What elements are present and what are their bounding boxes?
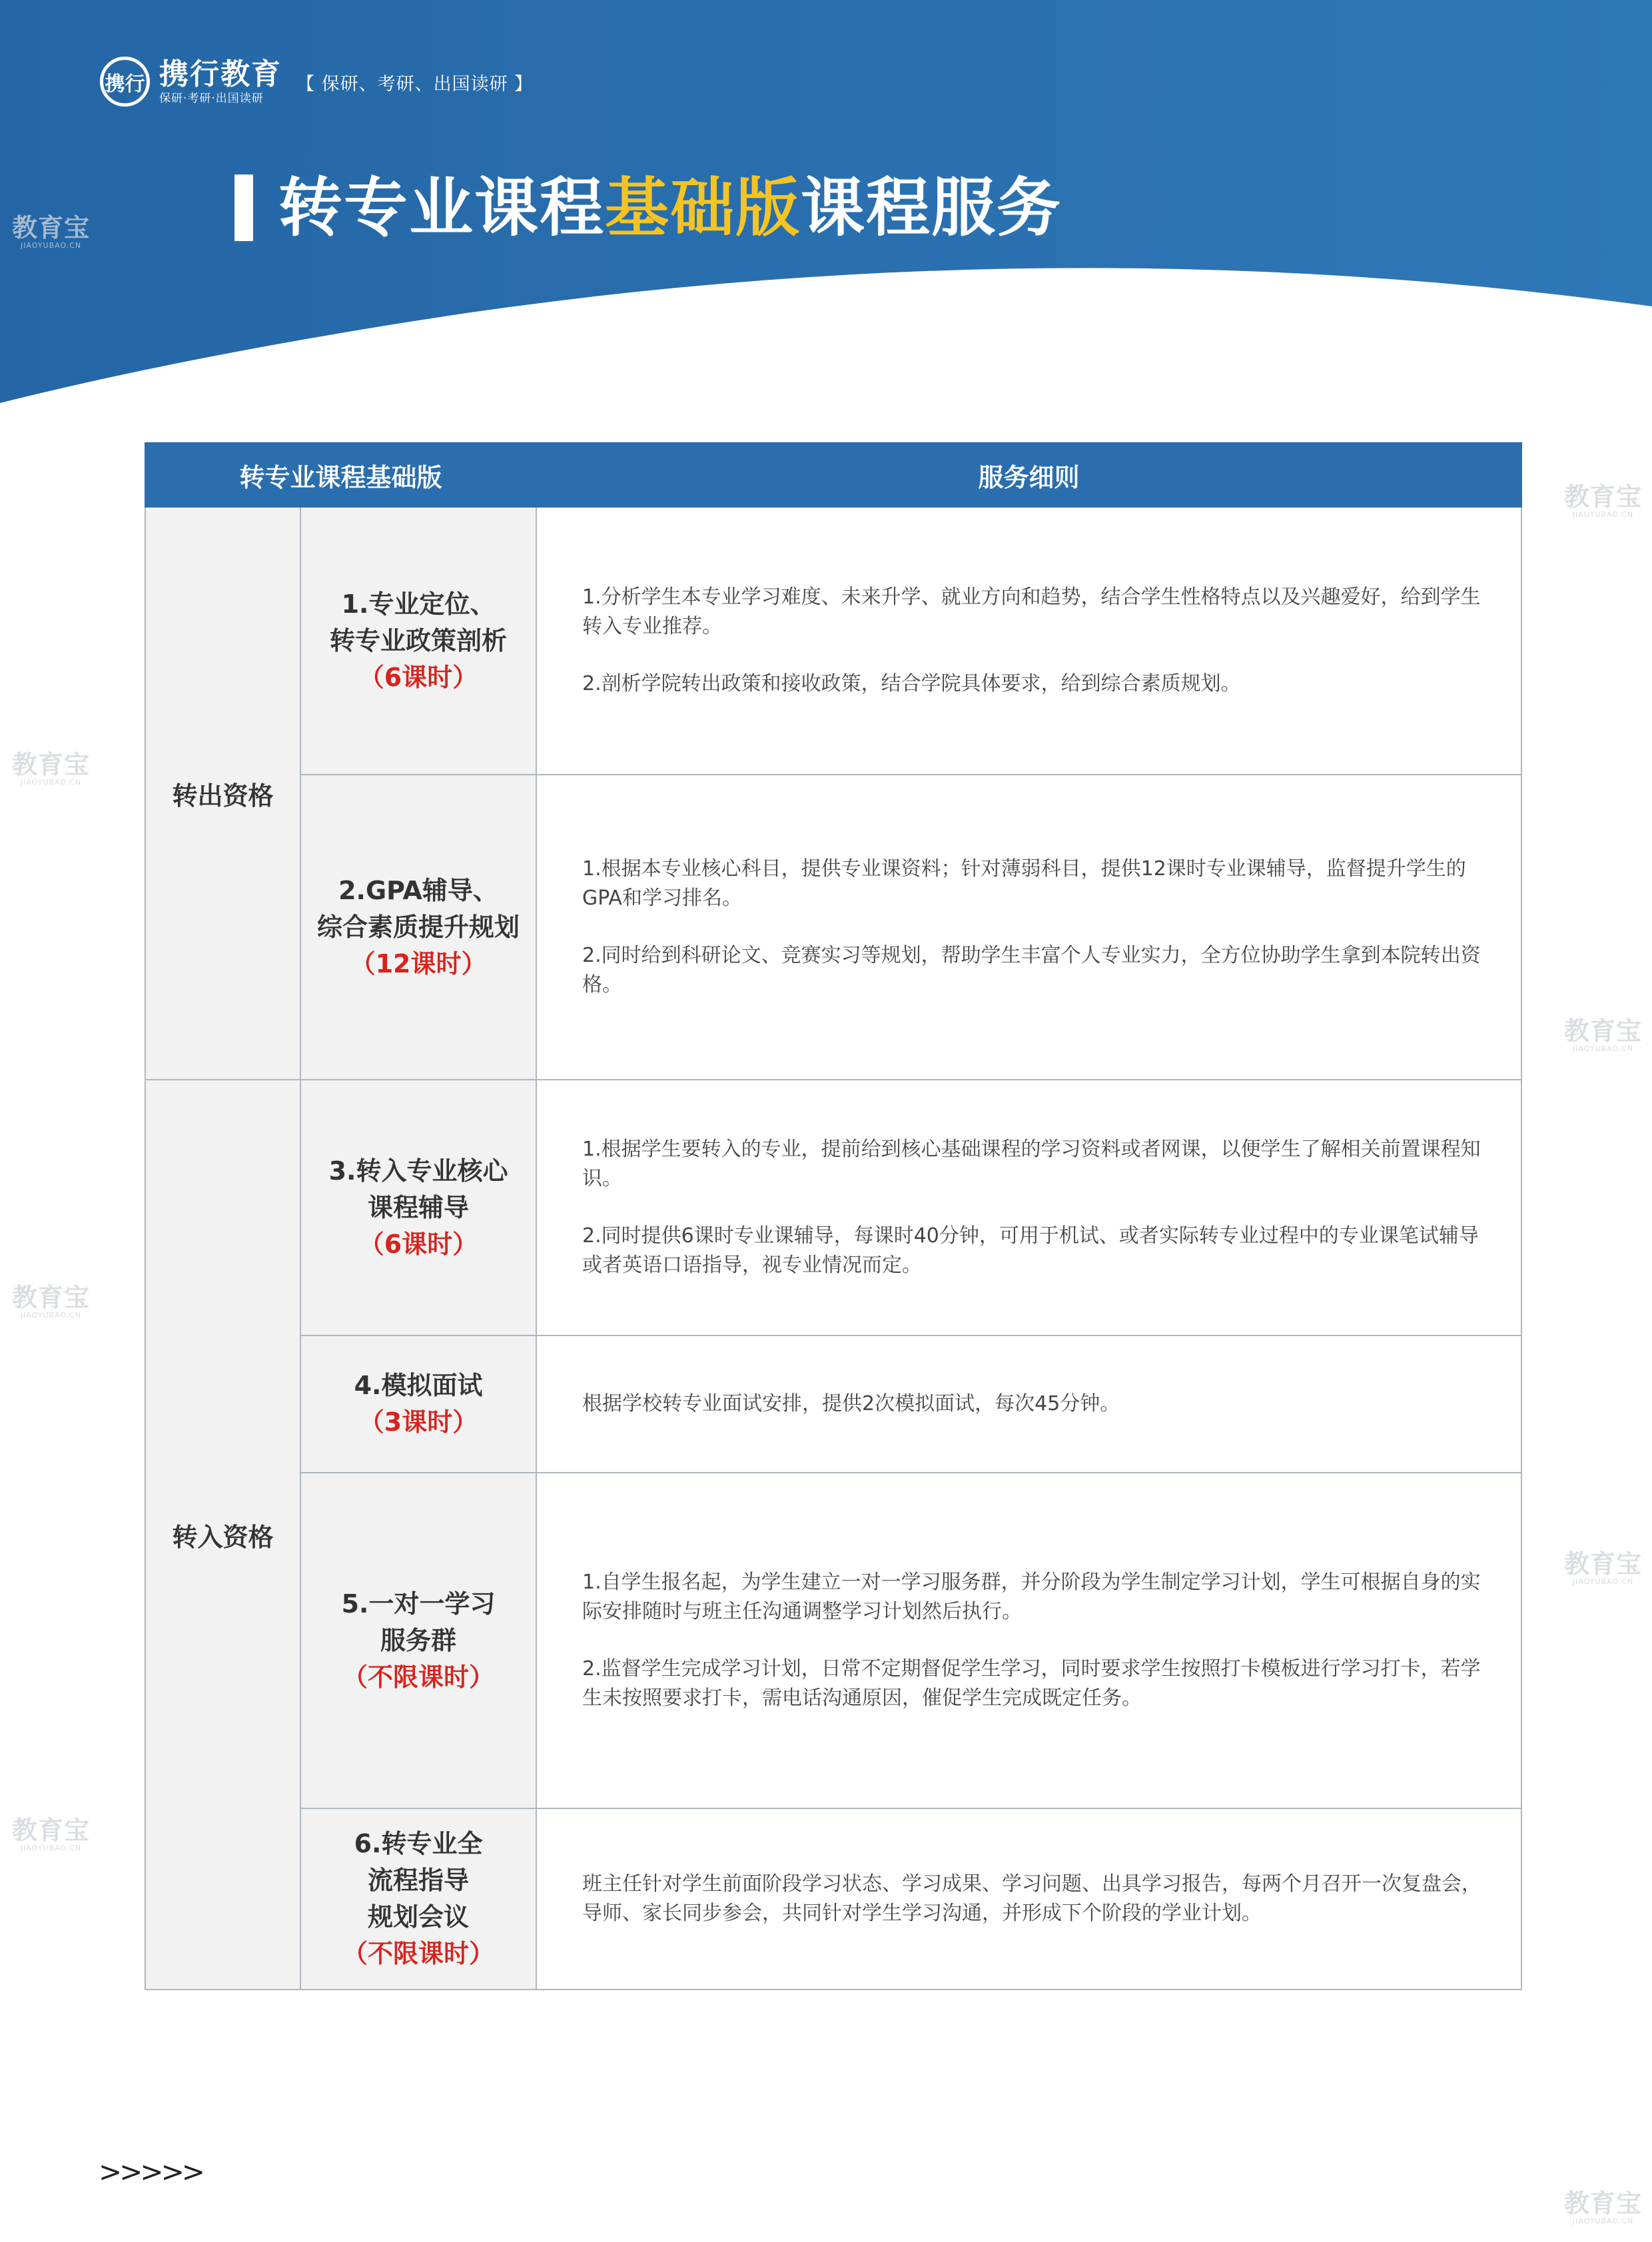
item-title (300, 507, 536, 775)
watermark (12, 751, 90, 787)
watermark-text: 教育宝 (1564, 482, 1643, 512)
logo-name: 携行教育 (159, 57, 282, 91)
watermark-text: 教育宝 (12, 1816, 91, 1845)
watermark (1564, 1551, 1642, 1587)
description-paragraph: 2.监督学生完成学习计划，日常不定期督促学生学习，同时要求学生按照打卡模板进行学习打卡，若学生未按照要求打卡，需电话沟通原因，催促学生完成既定任务。 (582, 1657, 1481, 1710)
item-title (300, 775, 536, 1080)
watermark-subtext: JIAOYUBAO.CN (20, 1844, 82, 1852)
item-hours: （3课时） (358, 1407, 478, 1437)
watermark (1564, 1018, 1642, 1054)
item-title-line: 6.转专业全 (354, 1829, 483, 1858)
item-title-line: 流程指导 (368, 1866, 470, 1895)
watermark (1564, 484, 1642, 520)
watermark-text: 教育宝 (12, 750, 91, 779)
title-highlight: 基础版 (605, 171, 801, 245)
watermark (12, 1817, 90, 1853)
watermark-text: 教育宝 (1564, 1016, 1643, 1046)
watermark-text: 教育宝 (1564, 1549, 1643, 1579)
watermark-subtext: JIAOYUBAO.CN (1572, 2217, 1634, 2225)
description-paragraph: 2.同时提供6课时专业课辅导，每课时40分钟，可用于机试、或者实际转专业过程中的专业课笔试辅导或者英语口语指导，视专业情况而定。 (582, 1224, 1479, 1277)
item-title-line: 转专业政策剖析 (330, 625, 508, 655)
category-transfer-in: 转入资格 (145, 1080, 300, 1990)
item-description (536, 1473, 1521, 1808)
table-row (145, 1080, 1521, 1335)
watermark-subtext: JIAOYUBAO.CN (1572, 1044, 1634, 1053)
logo-emblem-icon (100, 57, 150, 107)
item-hours: （不限课时） (342, 1662, 495, 1692)
item-title (300, 1335, 536, 1473)
description-paragraph: 2.剖析学院转出政策和接收政策，结合学院具体要求，给到综合素质规划。 (582, 672, 1241, 695)
item-title-line: 3.转入专业核心 (328, 1156, 508, 1186)
item-hours: （不限课时） (342, 1939, 495, 1968)
column-header-course: 转专业课程基础版 (145, 443, 536, 507)
item-description (536, 1335, 1521, 1473)
watermark-subtext: JIAOYUBAO.CN (1572, 1577, 1634, 1586)
item-description (536, 507, 1521, 775)
title-part-1: 转专业课程 (278, 171, 605, 245)
watermark-subtext: JIAOYUBAO.CN (1572, 510, 1634, 519)
logo-mark-text: 携行 (105, 72, 145, 96)
watermark-text: 教育宝 (12, 213, 91, 242)
item-title-line: 综合素质提升规划 (317, 912, 520, 942)
item-description (536, 1808, 1521, 1990)
description-paragraph: 2.同时给到科研论文、竞赛实习等规划，帮助学生丰富个人专业实力，全方位协助学生拿到本院转出资格。 (582, 944, 1481, 996)
item-description (536, 775, 1521, 1080)
table-row (145, 1473, 1521, 1808)
watermark (1564, 2190, 1642, 2226)
watermark-subtext: JIAOYUBAO.CN (20, 241, 82, 250)
item-description (536, 1080, 1521, 1335)
watermark (12, 214, 90, 250)
footer-arrows-icon: >>>>> (99, 2155, 203, 2188)
column-header-details: 服务细则 (536, 443, 1521, 507)
item-hours: （6课时） (358, 1229, 478, 1259)
description-paragraph: 班主任针对学生前面阶段学习状态、学习成果、学习问题、出具学习报告，每两个月召开一次复盘会，导师、家长同步参会，共同针对学生学习沟通，并形成下个阶段的学业计划。 (582, 1872, 1482, 1925)
logo-subtitle: 保研·考研·出国读研 (159, 91, 264, 105)
item-hours: （6课时） (358, 662, 478, 692)
item-title (300, 1080, 536, 1335)
category-transfer-out: 转出资格 (145, 507, 300, 1080)
item-title-line: 2.GPA辅导、 (338, 875, 498, 905)
watermark-text: 教育宝 (1564, 2189, 1643, 2218)
item-title-line: 1.专业定位、 (341, 589, 496, 619)
table-row (145, 775, 1521, 1080)
item-title-line: 4.模拟面试 (354, 1371, 483, 1400)
description-paragraph: 根据学校转专业面试安排，提供2次模拟面试，每次45分钟。 (582, 1392, 1120, 1415)
service-table (145, 442, 1522, 1990)
title-accent-bar (234, 175, 253, 241)
page-title (278, 169, 1062, 246)
title-part-2: 课程服务 (801, 171, 1062, 245)
item-hours: （12课时） (350, 948, 487, 978)
item-title-line: 课程辅导 (368, 1192, 470, 1222)
watermark-text: 教育宝 (12, 1283, 91, 1312)
header-tagline: 【 保研、考研、出国读研 】 (296, 74, 534, 95)
watermark (12, 1284, 90, 1320)
watermark-subtext: JIAOYUBAO.CN (20, 1311, 82, 1319)
item-title-line: 服务群 (380, 1625, 457, 1655)
item-title-line: 5.一对一学习 (341, 1589, 496, 1619)
brand-logo (100, 57, 282, 107)
item-title (300, 1808, 536, 1990)
table-header-row (145, 443, 1521, 507)
description-paragraph: 1.分析学生本专业学习难度、未来升学、就业方向和趋势，结合学生性格特点以及兴趣爱好，给到学生转入专业推荐。 (582, 585, 1481, 638)
table-row (145, 1335, 1521, 1473)
item-title-line: 规划会议 (368, 1902, 470, 1932)
table-row (145, 1808, 1521, 1990)
description-paragraph: 1.自学生报名起，为学生建立一对一学习服务群，并分阶段为学生制定学习计划，学生可根据自身的实际安排随时与班主任沟通调整学习计划然后执行。 (582, 1571, 1481, 1623)
table-row (145, 507, 1521, 775)
description-paragraph: 1.根据学生要转入的专业，提前给到核心基础课程的学习资料或者网课，以便学生了解相关前置课程知识。 (582, 1138, 1481, 1190)
description-paragraph: 1.根据本专业核心科目，提供专业课资料；针对薄弱科目，提供12课时专业课辅导，监督提升学生的GPA和学习排名。 (582, 857, 1466, 910)
item-title (300, 1473, 536, 1808)
watermark-subtext: JIAOYUBAO.CN (20, 778, 82, 787)
